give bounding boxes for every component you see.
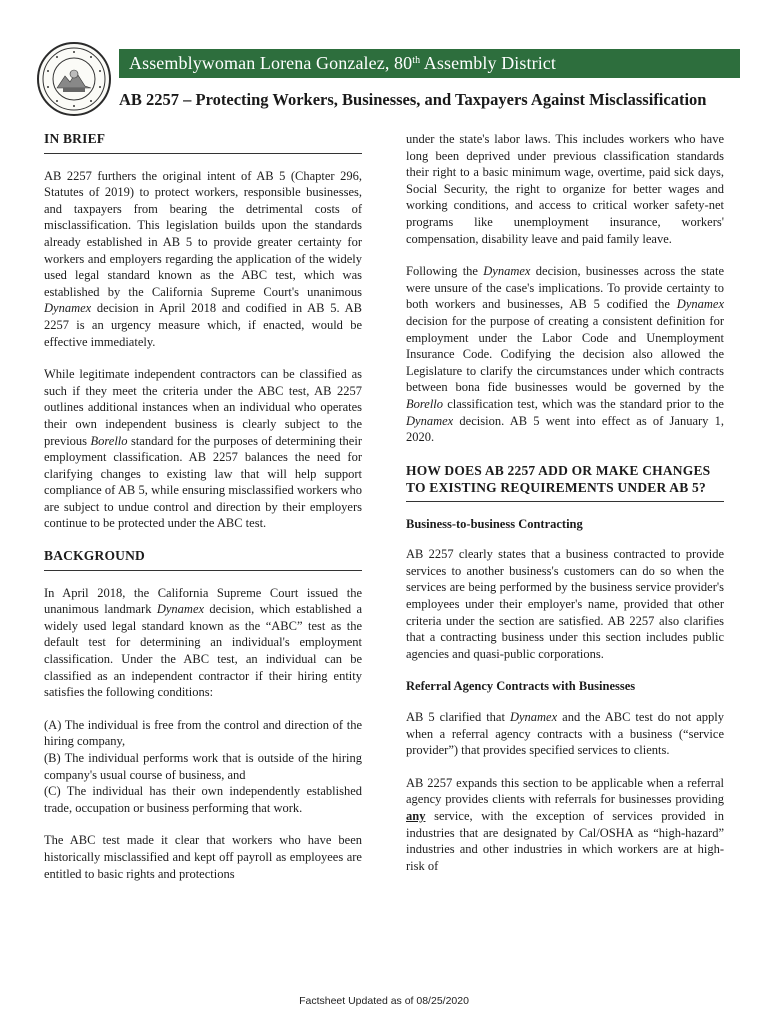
right-column <box>406 131 724 874</box>
referral-paragraph-2: AB 2257 expands this section to be applicable when a referral agency provides clients with referrals for businesses providing any service, with the exception of services provided in industries that are designated by Cal/OSHA as “high-hazard” industries and other industries in which workers are at high-risk of <box>406 775 724 873</box>
banner-name: Assemblywoman Lorena Gonzalez, 80 <box>129 53 413 73</box>
referral-paragraph-1: AB 5 clarified that Dynamex and the ABC test do not apply when a referral agency contracts with a business (“service provider”) that provides specified services to clients. <box>406 710 725 758</box>
condition-c: (C) The individual has their own independently established trade, occupation or business performing that work. <box>44 784 362 815</box>
background-paragraph-2: The ABC test made it clear that workers who have been historically misclassified and kept off payroll as employees are entitled to basic rights and protections <box>44 833 362 881</box>
background-continued-paragraph: under the state's labor laws. This includes workers who have long been deprived under previous classification standards their right to a basic minimum wage, overtime, paid sick days, Social Security, the right to organize for better wages and working conditions, and access to critical worker safety-net programs like unemployment insurance, workers' compensation, disability leave and paid family leave. <box>406 132 724 246</box>
condition-b: (B) The individual performs work that is outside of the hiring company's usual course of business, and <box>44 751 362 782</box>
condition-a: (A) The individual is free from the control and direction of the hiring company, <box>44 717 362 749</box>
background-paragraph-1: In April 2018, the California Supreme Court issued the unanimous landmark Dynamex decision, which established a widely used legal standard known as the “ABC” test as the default test for determining an individual's employment classification. Under the ABC test, an individual can be classified as an independent contractor if their hiring entity satisfies the following conditions: <box>44 585 362 700</box>
emphasis-any: any <box>406 809 426 823</box>
in-brief-heading: IN BRIEF <box>44 131 362 154</box>
b2b-contracting-paragraph: AB 2257 clearly states that a business contracted to provide services to another business's customers can do so when the services are being performed by the business service provider's employees under their employer's name, provided that other criteria under the section are satisfied. AB 2257 also clarifies that a contracting business under this section includes public agencies and quasi-public corporations. <box>406 547 724 661</box>
abc-conditions-list <box>44 717 362 817</box>
in-brief-paragraph-1: AB 2257 furthers the original intent of AB 5 (Chapter 296, Statutes of 2019) to protect workers, responsible businesses, and taxpayers from bearing the detrimental costs of misclassification. This legislation builds upon the standards already established in AB 5 to provide greater certainty for workers and employers regarding the application of the widely used legal standard known as the ABC test, which was established by the California Supreme Court's unanimous Dynamex decision in April 2018 and codified in AB 5. AB 2257 is an urgency measure which, if enacted, would be effective immediately. <box>44 168 362 349</box>
referral-agency-heading: Referral Agency Contracts with Businesses <box>406 679 636 694</box>
left-column <box>44 131 362 882</box>
factsheet-updated-footer: Factsheet Updated as of 08/25/2020 <box>299 995 469 1007</box>
how-does-ab2257-heading: HOW DOES AB 2257 ADD OR MAKE CHANGES TO EXISTING REQUIREMENTS UNDER AB 5? <box>406 462 724 502</box>
document-title: AB 2257 – Protecting Workers, Businesses, and Taxpayers Against Misclassification <box>119 90 707 109</box>
member-banner <box>119 49 740 78</box>
banner-district: Assembly District <box>420 53 557 73</box>
seal-graphic-icon <box>39 44 109 114</box>
california-assembly-seal <box>37 42 111 116</box>
following-dynamex-paragraph: Following the Dynamex decision, businesses across the state were unsure of the case's implications. To provide certainty to both workers and businesses, AB 5 codified the Dynamex decision for the purpose of creating a consistent definition for employment under the Labor Code and Unemployment Insurance Code. Codifying the decision also allowed the Legislature to clarify the circumstances under which contracts between bona fide businesses would be governed by the Borello classification test, which was the standard prior to the Dynamex decision. AB 5 went into effect as of January 1, 2020. <box>406 264 724 445</box>
banner-ordinal-suffix: th <box>412 55 421 66</box>
in-brief-paragraph-2: While legitimate independent contractors can be classified as such if they meet the criteria under the ABC test, AB 2257 outlines additional instances when an individual who operates their own independent business is clearly subject to the previous Borello standard for the purposes of determining their employment classification. AB 2257 balances the need for clarifying changes to existing law that will help support compliance of AB 5, while ensuring misclassified workers who are subject to undue control and direction by their employers continue to be protected under the ABC test. <box>44 367 362 531</box>
b2b-contracting-heading: Business-to-business Contracting <box>406 516 583 531</box>
background-heading: BACKGROUND <box>44 548 362 571</box>
